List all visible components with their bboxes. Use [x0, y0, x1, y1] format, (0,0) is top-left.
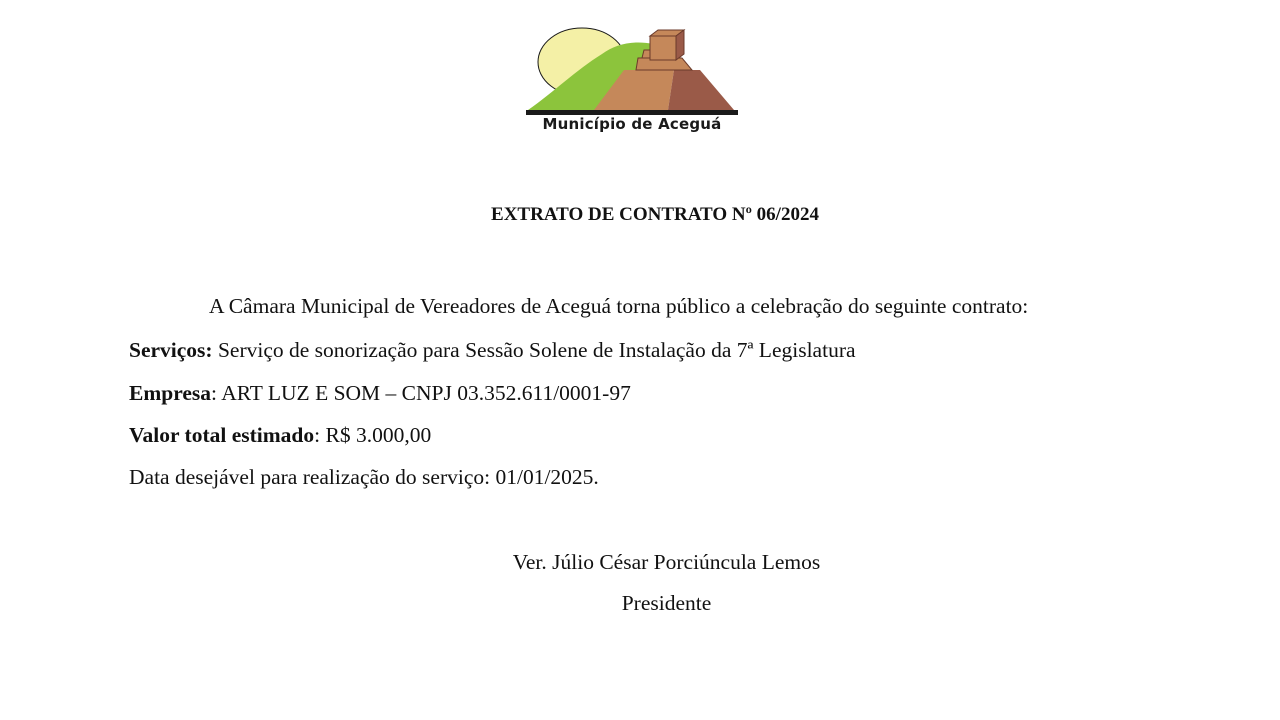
municipality-logo [524, 26, 740, 138]
field-label: Serviços: [129, 338, 213, 362]
field-value: Serviço de sonorização para Sessão Solene de Instalação da 7ª Legislatura [217, 338, 856, 362]
logo-pyramid-right [668, 70, 734, 110]
signature-role: Presidente [621, 591, 712, 615]
logo-caption: Município de Aceguá [542, 115, 722, 133]
field-value: ART LUZ E SOM – CNPJ 03.352.611/0001-97 [221, 381, 631, 405]
field-services [129, 338, 856, 363]
document-title: EXTRATO DE CONTRATO Nº 06/2024 [491, 204, 819, 225]
field-estimated-value: Valor total estimado: R$ 3.000,00 [129, 423, 432, 447]
logo-cube-front [650, 36, 676, 60]
field-label: Valor total estimado [129, 423, 315, 447]
signature-name: Ver. Júlio César Porciúncula Lemos [512, 550, 821, 574]
logo-cube-side [676, 30, 684, 60]
field-value: R$ 3.000,00 [325, 423, 432, 447]
field-company: Empresa: ART LUZ E SOM – CNPJ 03.352.611/0001-97 [129, 381, 631, 405]
field-date: Data desejável para realização do serviço: 01/01/2025. [129, 465, 599, 489]
intro-paragraph: A Câmara Municipal de Vereadores de Aceguá torna público a celebração do seguinte contrato: [209, 294, 1029, 318]
logo-emblem [524, 26, 740, 118]
field-label: Empresa [129, 381, 212, 405]
